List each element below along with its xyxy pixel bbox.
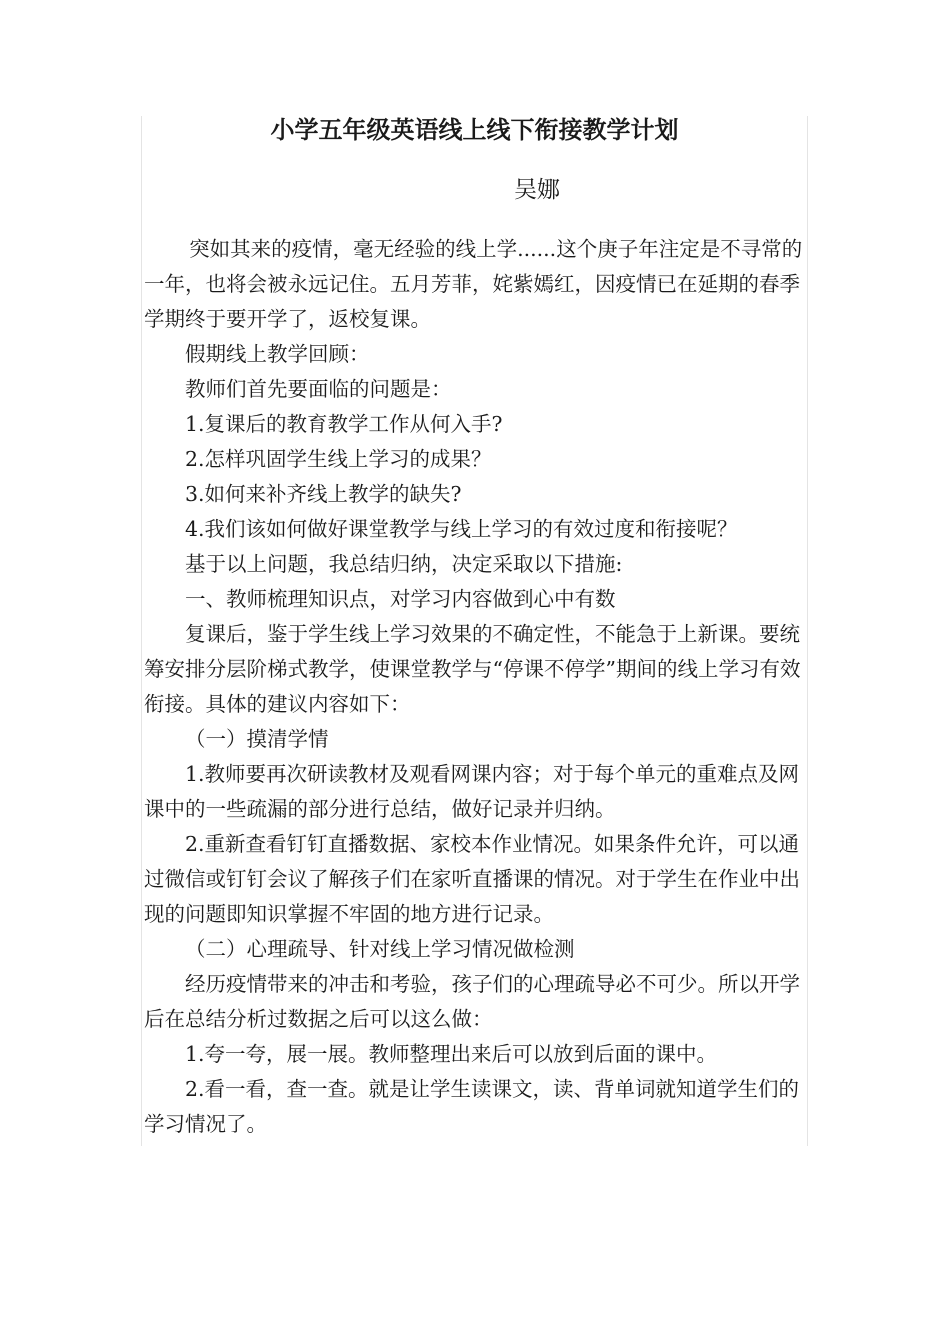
- paragraph-subsection-1-item-1: 1.教师要再次研读教材及观看网课内容；对于每个单元的重难点及网课中的一些疏漏的部分进行总结，做好记录并归纳。: [144, 762, 800, 821]
- paragraph-measures-intro: 基于以上问题，我总结归纳，决定采取以下措施:: [185, 552, 623, 576]
- subsection-heading-1: （一）摸清学情: [185, 727, 329, 751]
- document-title: 小学五年级英语线上线下衔接教学计划: [270, 115, 679, 144]
- section-heading-1: 一、教师梳理知识点，对学习内容做到心中有数: [185, 587, 616, 611]
- paragraph-subsection-1-item-2: 2.重新查看钉钉直播数据、家校本作业情况。如果条件允许，可以通过微信或钉钉会议了解孩子们在家听直播课的情况。对于学生在作业中出现的问题即知识掌握不牢固的地方进行记录。: [144, 832, 800, 926]
- table-border-left: [141, 116, 142, 1146]
- document-author: 吴娜: [514, 177, 560, 203]
- paragraph-questions-intro: 教师们首先要面临的问题是：: [185, 377, 452, 401]
- paragraph-subsection-2-item-2: 2.看一看，查一查。就是让学生读课文，读、背单词就知道学生们的学习情况了。: [144, 1077, 800, 1136]
- paragraph-subsection-2-intro: 经历疫情带来的冲击和考验，孩子们的心理疏导必不可少。所以开学后在总结分析过数据之后可以这么做：: [144, 972, 800, 1031]
- paragraph-subsection-2-item-1: 1.夸一夸，展一展。教师整理出来后可以放到后面的课中。: [185, 1042, 718, 1066]
- paragraph-question-1: 1.复课后的教育教学工作从何入手?: [185, 412, 503, 436]
- paragraph-question-4: 4.我们该如何做好课堂教学与线上学习的有效过度和衔接呢？: [185, 517, 738, 541]
- paragraph-question-2: 2.怎样巩固学生线上学习的成果？: [185, 447, 492, 471]
- paragraph-section-1-body: 复课后，鉴于学生线上学习效果的不确定性，不能急于上新课。要统筹安排分层阶梯式教学，使课堂教学与“停课不停学”期间的线上学习有效衔接。具体的建议内容如下：: [144, 622, 801, 716]
- paragraph-question-3: 3.如何来补齐线上教学的缺失?: [185, 482, 462, 506]
- document-body: [144, 232, 810, 1142]
- paragraph-review-heading: 假期线上教学回顾：: [185, 342, 370, 366]
- subsection-heading-2: （二）心理疏导、针对线上学习情况做检测: [185, 937, 575, 961]
- paragraph-intro: 突如其来的疫情，毫无经验的线上学......这个庚子年注定是不寻常的一年，也将会被永远记住。五月芳菲，姹紫嫣红，因疫情已在延期的春季学期终于要开学了，返校复课。: [144, 237, 803, 331]
